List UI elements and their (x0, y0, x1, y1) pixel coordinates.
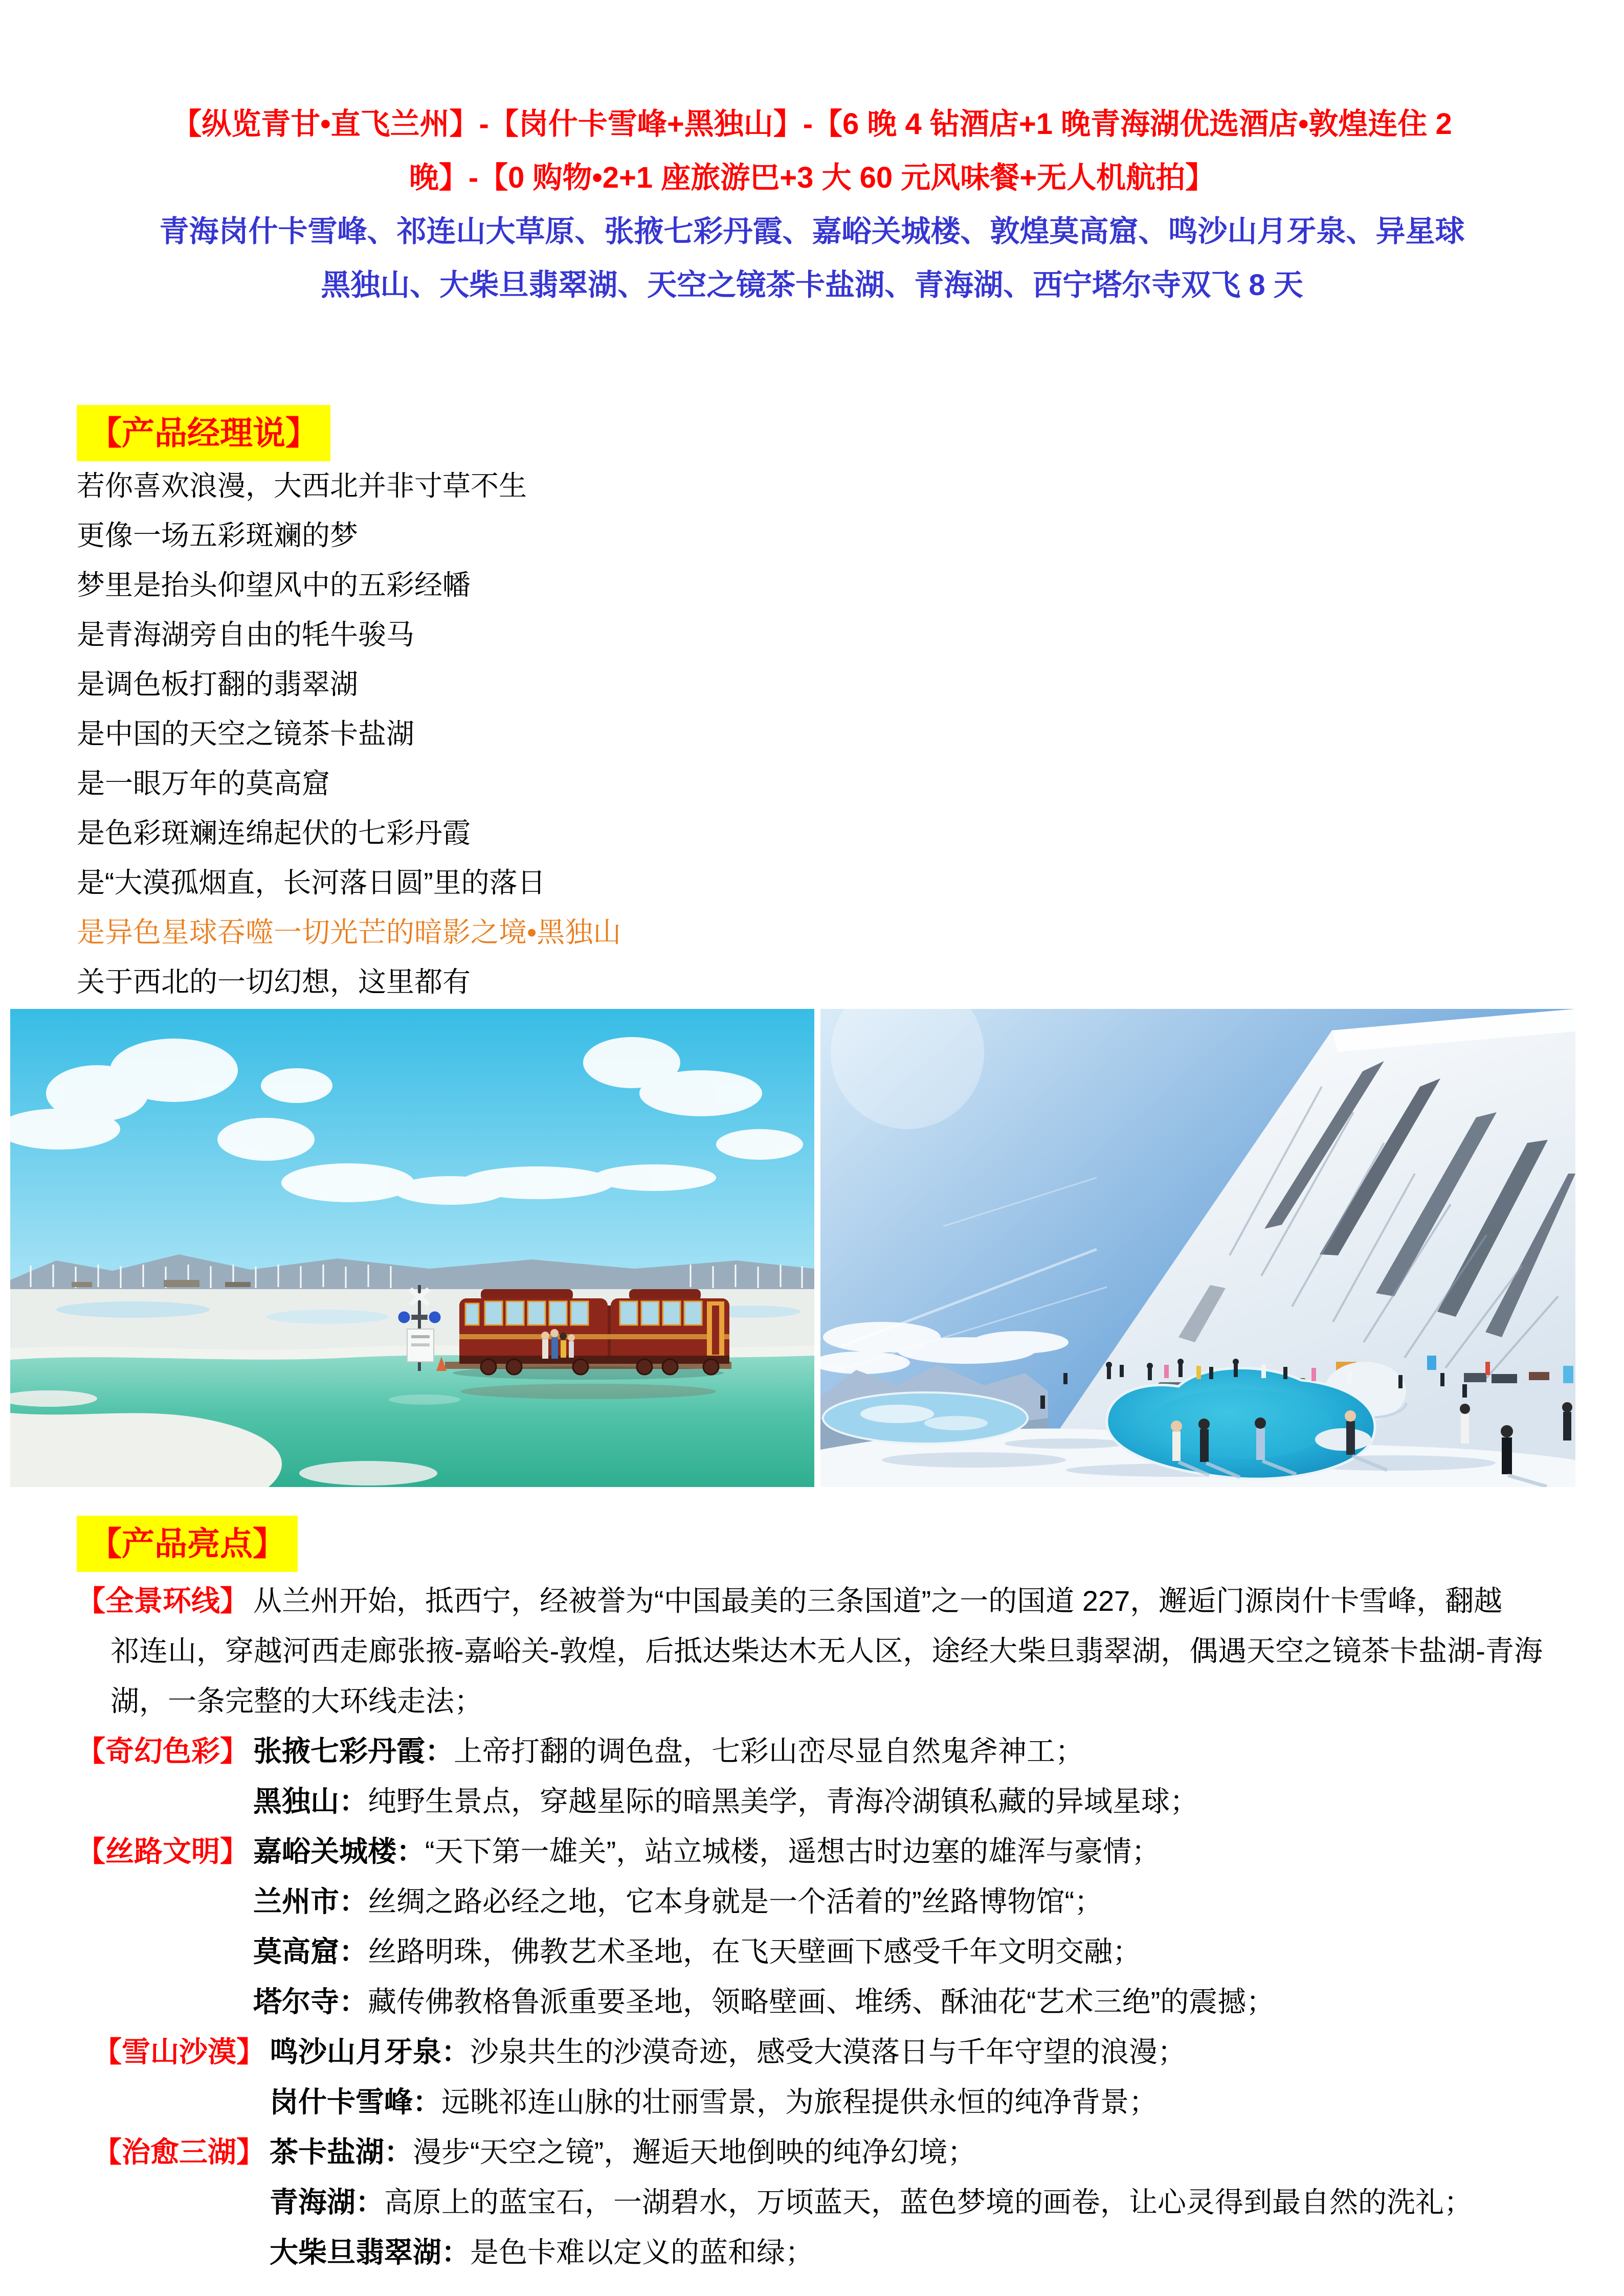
category-label: 【治愈三湖】 (93, 2136, 265, 2168)
section-header-highlights: 【产品亮点】 (77, 1516, 298, 1572)
manager-line-heiDushan-orange: 是异色星球吞噬一切光芒的暗影之境•黑独山 (77, 916, 621, 948)
highlight-row-qinghaihu: 青海湖：高原上的蓝宝石，一湖碧水，万顷蓝天，蓝色梦境的画卷，让心灵得到最自然的洗礼； (270, 2186, 1473, 2218)
photo-row (10, 1009, 1575, 1487)
highlight-row-lanzhou: 兰州市：丝绸之路必经之地，它本身就是一个活着的”丝路博物馆“； (253, 1885, 1103, 1918)
category-label: 【雪山沙漠】 (93, 2036, 265, 2068)
highlight-row-gangshika: 岗什卡雪峰：远眺祁连山脉的壮丽雪景，为旅程提供永恒的纯净背景； (270, 2086, 1158, 2118)
highlight-row-danxia: 【奇幻色彩】 张掖七彩丹霞：上帝打翻的调色盘，七彩山峦尽显自然鬼斧神工； (77, 1726, 1547, 1776)
product-manager-section (77, 405, 1547, 1007)
manager-line: 是“大漠孤烟直，长河落日圆”里的落日 (77, 867, 546, 898)
page-subtitle-line-2: 黑独山、大柴旦翡翠湖、天空之镜茶卡盐湖、青海湖、西宁塔尔寺双飞 8 天 (321, 268, 1303, 302)
manager-line: 是色彩斑斓连绵起伏的七彩丹霞 (77, 817, 471, 849)
category-label: 【奇幻色彩】 (77, 1735, 249, 1767)
highlight-row-panorama-wrap: 湖，一条完整的大环线走法； (110, 1685, 483, 1717)
highlight-row-chaka: 【治愈三湖】 茶卡盐湖：漫步“天空之镜”，邂逅天地倒映的纯净幻境； (77, 2127, 1547, 2177)
highlight-row-taersi: 塔尔寺：藏传佛教格鲁派重要圣地，领略壁画、堆绣、酥油花“艺术三绝”的震撼； (253, 1986, 1275, 2018)
highlight-row-panorama: 【全景环线】 从兰州开始，抵西宁，经被誉为“中国最美的三条国道”之一的国道 227，邂逅门源岗什卡雪峰，翻越 (77, 1576, 1547, 1626)
highlight-row-jiayuguan: 【丝路文明】 嘉峪关城楼：“天下第一雄关”，站立城楼，遥想古时边塞的雄浑与豪情； (77, 1827, 1547, 1877)
page-title-line-2: 晚】-【0 购物•2+1 座旅游巴+3 大 60 元风味餐+无人机航拍】 (409, 161, 1215, 194)
manager-line: 更像一场五彩斑斓的梦 (77, 520, 359, 551)
manager-line: 关于西北的一切幻想，这里都有 (77, 966, 471, 998)
page-subtitle-line-1: 青海岗什卡雪峰、祁连山大草原、张掖七彩丹霞、嘉峪关城楼、敦煌莫高窟、鸣沙山月牙泉、异星球 (159, 215, 1465, 248)
snow-mountain-pool-illustration (820, 1009, 1575, 1487)
category-label: 【丝路文明】 (77, 1835, 249, 1867)
manager-line: 是一眼万年的莫高窟 (77, 768, 330, 799)
highlight-row-heidushan: 黑独山：纯野生景点，穿越星际的暗黑美学，青海冷湖镇私藏的异域星球； (253, 1785, 1198, 1817)
manager-line: 是青海湖旁自由的牦牛骏马 (77, 619, 415, 650)
photo-chaka-salt-lake-red-train (10, 1009, 814, 1487)
highlight-row-mogaoku: 莫高窟：丝路明珠，佛教艺术圣地，在飞天壁画下感受千年文明交融； (253, 1935, 1141, 1968)
highlight-row-feicuihu: 大柴旦翡翠湖：是色卡难以定义的蓝和绿； (270, 2236, 814, 2268)
manager-line: 是调色板打翻的翡翠湖 (77, 668, 359, 700)
product-highlights-section (0, 1487, 1624, 2278)
category-label: 【全景环线】 (77, 1585, 249, 1617)
page-title-line-1: 【纵览青甘•直飞兰州】-【岗什卡雪峰+黑独山】-【6 晚 4 钻酒店+1 晚青海湖优选酒店•敦煌连住 2 (172, 107, 1452, 141)
photo-gangshika-snow-peak-pool (820, 1009, 1575, 1487)
manager-line: 是中国的天空之镜茶卡盐湖 (77, 718, 415, 750)
manager-line: 若你喜欢浪漫，大西北并非寸草不生 (77, 470, 527, 502)
section-header-manager: 【产品经理说】 (77, 405, 330, 461)
document-header (0, 0, 1624, 1007)
highlight-row-panorama-wrap: 祁连山，穿越河西走廊张掖-嘉峪关-敦煌，后抵达柴达木无人区，途经大柴旦翡翠湖，偶遇天空之镜茶卡盐湖-青海 (110, 1635, 1543, 1667)
salt-lake-train-illustration (10, 1009, 814, 1487)
highlights-list (77, 1576, 1547, 2278)
highlight-row-mingsha: 【雪山沙漠】 鸣沙山月牙泉：沙泉共生的沙漠奇迹，感受大漠落日与千年守望的浪漫； (77, 2027, 1547, 2077)
manager-line: 梦里是抬头仰望风中的五彩经幡 (77, 569, 471, 601)
